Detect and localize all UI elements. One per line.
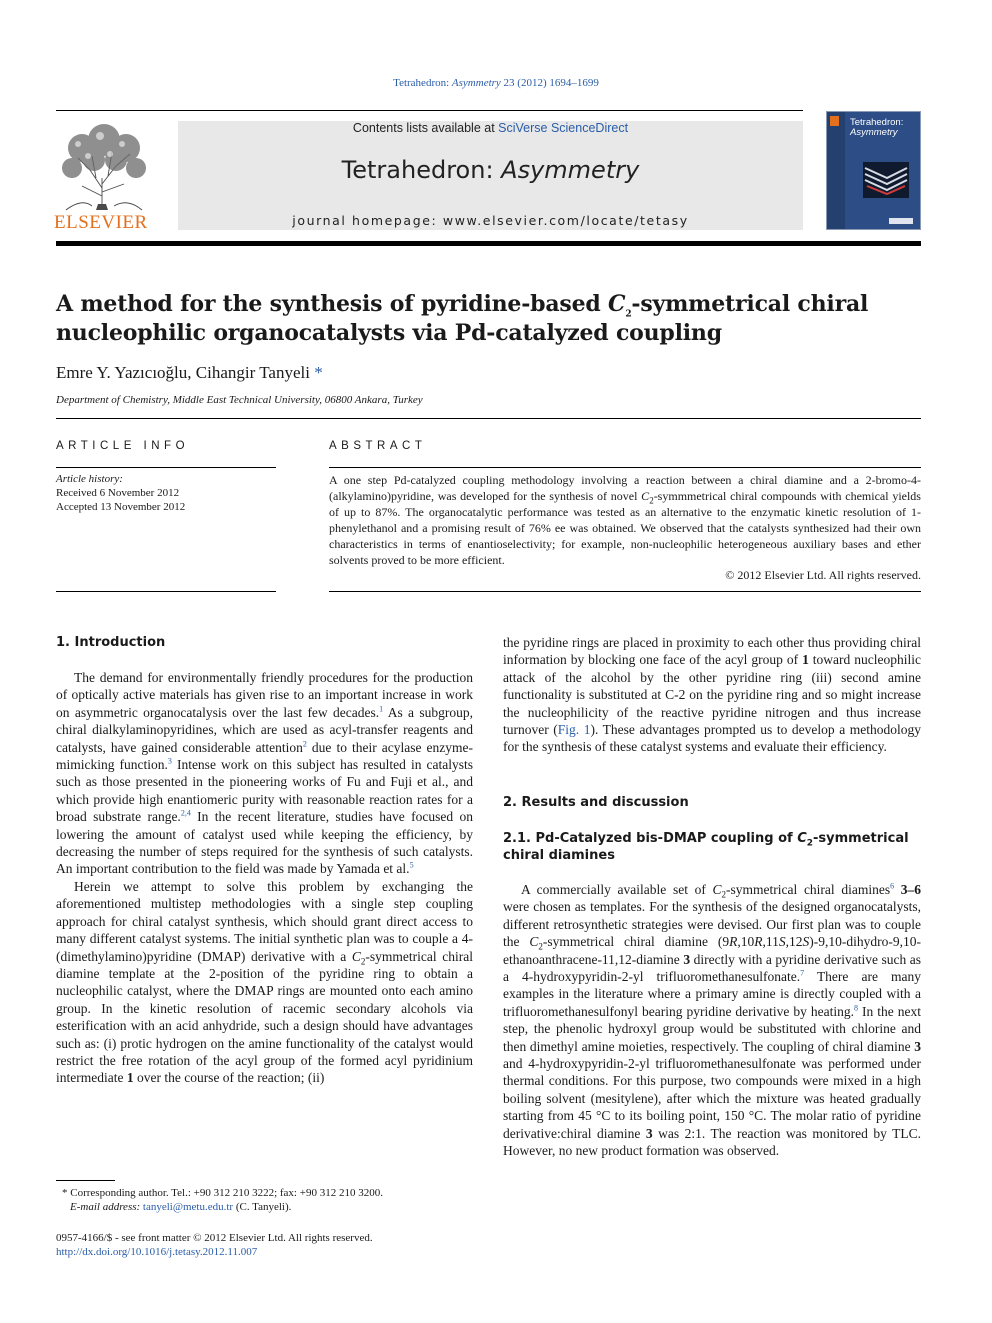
section-heading-results: 2. Results and discussion [503, 795, 689, 810]
issn-line: 0957-4166/$ - see front matter © 2012 Elsevier Ltd. All rights reserved. [56, 1232, 373, 1244]
contents-availability: Contents lists available at SciVerse ScienceDirect [352, 121, 629, 135]
ref-link[interactable]: 5 [409, 860, 414, 870]
ref-link[interactable]: 3 [167, 756, 172, 766]
footnote-corresponding: * Corresponding author. Tel.: +90 312 210 3222; fax: +90 312 210 3200. E-mail address: tanyeli@metu.edu.tr (C. Tanyeli). [62, 1187, 383, 1213]
ref-link[interactable]: 2 [302, 739, 307, 749]
section-heading-introduction: 1. Introduction [56, 635, 166, 650]
title-rule [56, 418, 921, 419]
paragraph: The demand for environmentally friendly procedures for the production of optically active materials has given rise to an important increase in work on asymmetric organocatalysis over the last few decades.$^1$ As a subgroup, chiral dialkylaminopyridines, which are used as acyl-transfer reagents and catalysts, have gained considerable attention$^2$ due to their acylase enzyme-mimicking function.$^3$ Intense work on this subject has resulted in catalysts such as those presented in the pioneering works of Fu and Fuji et al., and which provide high enantiomeric purity with reasonable reaction rates for a broad substrate range.$^{2,4}$ In the recent literature, studies have focused on lowering the amount of catalyst used while keeping the efficiency, by decreasing the number of steps required for the synthesis of such catalysts. An important contribution to the field was made by Yamada et al.$^5$ [56, 670, 473, 877]
cover-title: Tetrahedron: Asymmetry [850, 117, 904, 138]
abstract-text: A one step Pd-catalyzed coupling methodology involving a reaction between a chiral diamine and a 2-bromo-4-(alkylamino)pyridine, was developed for the synthesis of novel $C_2$-symmmetrical chiral compounds with chemical yields of up to 87%. The organocatalytic performance was tested as an alternative to the enzymatic kinetic resolution of 1-phenylethanol and a promising result of 76% ee was obtained. We observed that the catalysts synthesized had their own characteristics in terms of enantioselectivity; for example, non-nucleophilic heterogeneous auxiliary bases and ether solvents proved to be more efficient. [329, 473, 921, 567]
article-info-rule-top [56, 467, 276, 468]
ref-link[interactable]: 8 [854, 1003, 859, 1013]
front-matter [56, 1231, 373, 1259]
corresponding-author-marker[interactable]: * [314, 363, 323, 382]
ref-link[interactable]: 6 [890, 881, 895, 891]
affiliation: Department of Chemistry, Middle East Technical University, 06800 Ankara, Turkey [56, 394, 423, 406]
left-column-body [56, 669, 473, 1087]
right-column-body-top [503, 634, 921, 756]
doi-link[interactable]: http://dx.doi.org/10.1016/j.tetasy.2012.11.007 [56, 1246, 258, 1258]
ref-link[interactable]: 7 [800, 968, 805, 978]
article-info-heading: ARTICLE INFO [56, 440, 190, 452]
sciencedirect-link[interactable]: SciVerse ScienceDirect [498, 121, 629, 135]
article-history: Article history: Received 6 November 2012 Accepted 13 November 2012 [56, 473, 186, 513]
ref-link[interactable]: 2,4 [180, 808, 191, 818]
abstract-rule-top [329, 467, 921, 468]
figure-link[interactable]: Fig. 1 [557, 722, 591, 738]
article-info-rule-bottom [56, 591, 276, 592]
elsevier-wordmark: ELSEVIER [54, 212, 148, 233]
journal-citation[interactable]: Tetrahedron: Asymmetry 23 (2012) 1694–1699 [393, 77, 599, 89]
paragraph: Herein we attempt to solve this problem by exchanging the aforementioned multistep methodologies with a single step coupling approach for chiral catalyst synthesis, which should grant direct access to many different catalyst systems. The initial synthetic plan was to couple a 4-(dimethylamino)pyridine (DMAP) derivative with a $C_2$-symmetrical chiral diamine template at the 2-position of the pyridine ring to obtain a nucleophilic catalyst, where the DMAP rings are mounted onto each amino group. In the kinetic resolution of racemic secondary alcohols via esterification with an acid anhydride, such a design should have advantages such as: (i) protic hydrogen on the amine functionality of the catalyst would restrict the free rotation of the acyl group of the formed acyl pyridinium intermediate 1 over the course of the reaction; (ii) [56, 878, 473, 1086]
journal-title: Tetrahedron: Asymmetry [341, 156, 640, 184]
abstract-copyright: © 2012 Elsevier Ltd. All rights reserved. [725, 568, 921, 582]
email-link[interactable]: tanyeli@metu.edu.tr [142, 1201, 234, 1213]
footnote-rule [56, 1180, 115, 1181]
article-title: A method for the synthesis of pyridine-based $C_2$-symmetrical chiral nucleophilic organocatalysts via Pd-catalyzed coupling [56, 291, 869, 346]
right-column-body-bottom [503, 881, 921, 1160]
paragraph: the pyridine rings are placed in proximity to each other thus providing chiral information by blocking one face of the acyl group of 1 toward nucleophilic attack of the alcohol by the other pyridine ring (iii) second amine functionality is substituted at C-2 on the pyridine ring and so might increase the nucleophilicity of the reactive pyridine nitrogen and thus increase turnover (Fig. 1). These advantages prompted us to develop a methodology for the synthesis of these catalyst systems and evaluate their efficiency. [503, 635, 922, 755]
paragraph: A commercially available set of $C_2$-symmetrical chiral diamines$^6$ 3–6 were chosen as templates. For the synthesis of the designed organocatalysts, different retrosynthetic strategies were devised. Our first plan was to couple the $C_2$-symmetrical chiral diamine (9R,10R,11S,12S)-9,10-dihydro-9,10-ethanoanthracene-11,12-diamine 3 directly with a pyridine derivative such as a 4-hydroxypyridin-2-yl trifluoromethanesulfonate.$^7$ There are many examples in the literature where a primary amine is directly coupled with a trifluoromethanesulfonyl bearing pyridine derivative by heating.$^8$ In the next step, the phenolic hydroxyl group would be substituted with chlorine and then dimethyl amine moieties, respectively. The coupling of chiral diamine 3 and 4-hydroxypyridin-2-yl trifluoromethanesulfonate was performed under thermal conditions. For this purpose, two compounds were mixed in a high boiling solvent (mesitylene), after which the mixture was heated gradually starting from 45 °C to its boiling point, 150 °C. The molar ratio of pyridine derivative:chiral diamine 3 was 2:1. The reaction was monitored by TLC. However, no new product formation was observed. [503, 881, 921, 1159]
author-list: Emre Y. Yazıcıoğlu, Cihangir Tanyeli * [56, 363, 323, 382]
abstract-heading: ABSTRACT [329, 440, 427, 452]
journal-homepage[interactable]: journal homepage: www.elsevier.com/locate/tetasy [292, 213, 689, 228]
abstract-rule-bottom [329, 591, 921, 592]
subsection-heading: 2.1. Pd-Catalyzed bis-DMAP coupling of $C_2$-symmetrical chiral diamines [503, 831, 909, 863]
header-top-rule [56, 110, 803, 111]
header-bottom-rule [56, 241, 921, 246]
ref-link[interactable]: 1 [379, 704, 384, 714]
